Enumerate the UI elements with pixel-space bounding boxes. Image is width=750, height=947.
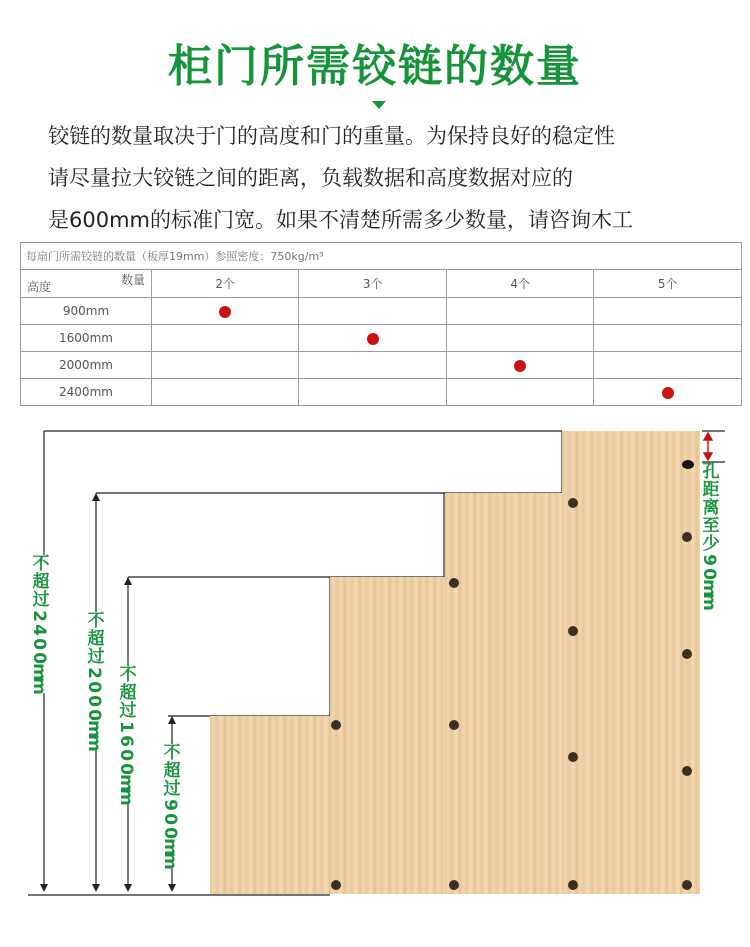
table-caption: 每扇门所需铰链的数量（板厚19mm）参照密度：750kg/m³ <box>21 243 742 270</box>
corner-quantity-label: 数量 <box>120 273 145 287</box>
arrow-up-icon <box>92 493 100 501</box>
row-height-1600: 1600mm <box>21 325 152 352</box>
hinge-hole-icon <box>568 880 578 890</box>
door-panel-2000 <box>445 493 562 894</box>
col-header-4: 4个 <box>446 270 593 298</box>
top-hinge-hole-icon <box>682 460 694 469</box>
hole-distance-label: 孔 距 离 至 少 9 0 m m <box>699 462 720 611</box>
arrow-down-icon <box>168 884 176 892</box>
hinge-hole-icon <box>449 720 459 730</box>
intro-line-1: 铰链的数量取决于门的高度和门的重量。为保持良好的稳定性 <box>48 124 615 148</box>
door-panel-900 <box>210 716 330 894</box>
hinge-hole-icon <box>449 880 459 890</box>
hinge-hole-icon <box>449 578 459 588</box>
hinge-hole-icon <box>568 626 578 636</box>
hinge-hole-icon <box>682 880 692 890</box>
hinge-hole-icon <box>682 649 692 659</box>
arrow-up-icon <box>124 577 132 585</box>
row-height-900: 900mm <box>21 298 152 325</box>
hinge-hole-icon <box>682 532 692 542</box>
label-1600: 不 超 过 1 6 0 0 m m <box>117 666 139 804</box>
intro-line-3: 是600mm的标准门宽。如果不清楚所需多少数量，请咨询木工 <box>48 208 633 232</box>
col-header-2: 2个 <box>152 270 299 298</box>
hinge-hole-icon <box>331 880 341 890</box>
label-2000: 不 超 过 2 0 0 0 m m <box>85 612 107 750</box>
row-height-2400: 2400mm <box>21 379 152 406</box>
arrow-up-icon <box>168 716 176 724</box>
red-arrow-down-icon <box>704 453 712 460</box>
hinge-hole-icon <box>682 766 692 776</box>
hinge-hole-icon <box>568 498 578 508</box>
arrow-down-icon <box>92 884 100 892</box>
hinge-hole-icon <box>331 720 341 730</box>
row-height-2000: 2000mm <box>21 352 152 379</box>
label-2400: 不 超 过 2 4 0 0 m m <box>30 555 52 693</box>
intro-line-2: 请尽量拉大铰链之间的距离，负载数据和高度数据对应的 <box>48 166 573 190</box>
door-panel-2400 <box>562 431 700 894</box>
page-title: 柜门所需铰链的数量 <box>168 41 582 92</box>
label-900: 不 超 过 9 0 0 m m <box>161 744 183 868</box>
col-header-5: 5个 <box>594 270 742 298</box>
col-header-3: 3个 <box>299 270 446 298</box>
arrow-down-icon <box>40 884 48 892</box>
door-panel-1600 <box>330 577 445 894</box>
red-arrow-up-icon <box>704 433 712 440</box>
corner-height-label: 高度 <box>27 280 52 294</box>
hinge-hole-icon <box>568 752 578 762</box>
arrow-down-icon <box>124 884 132 892</box>
